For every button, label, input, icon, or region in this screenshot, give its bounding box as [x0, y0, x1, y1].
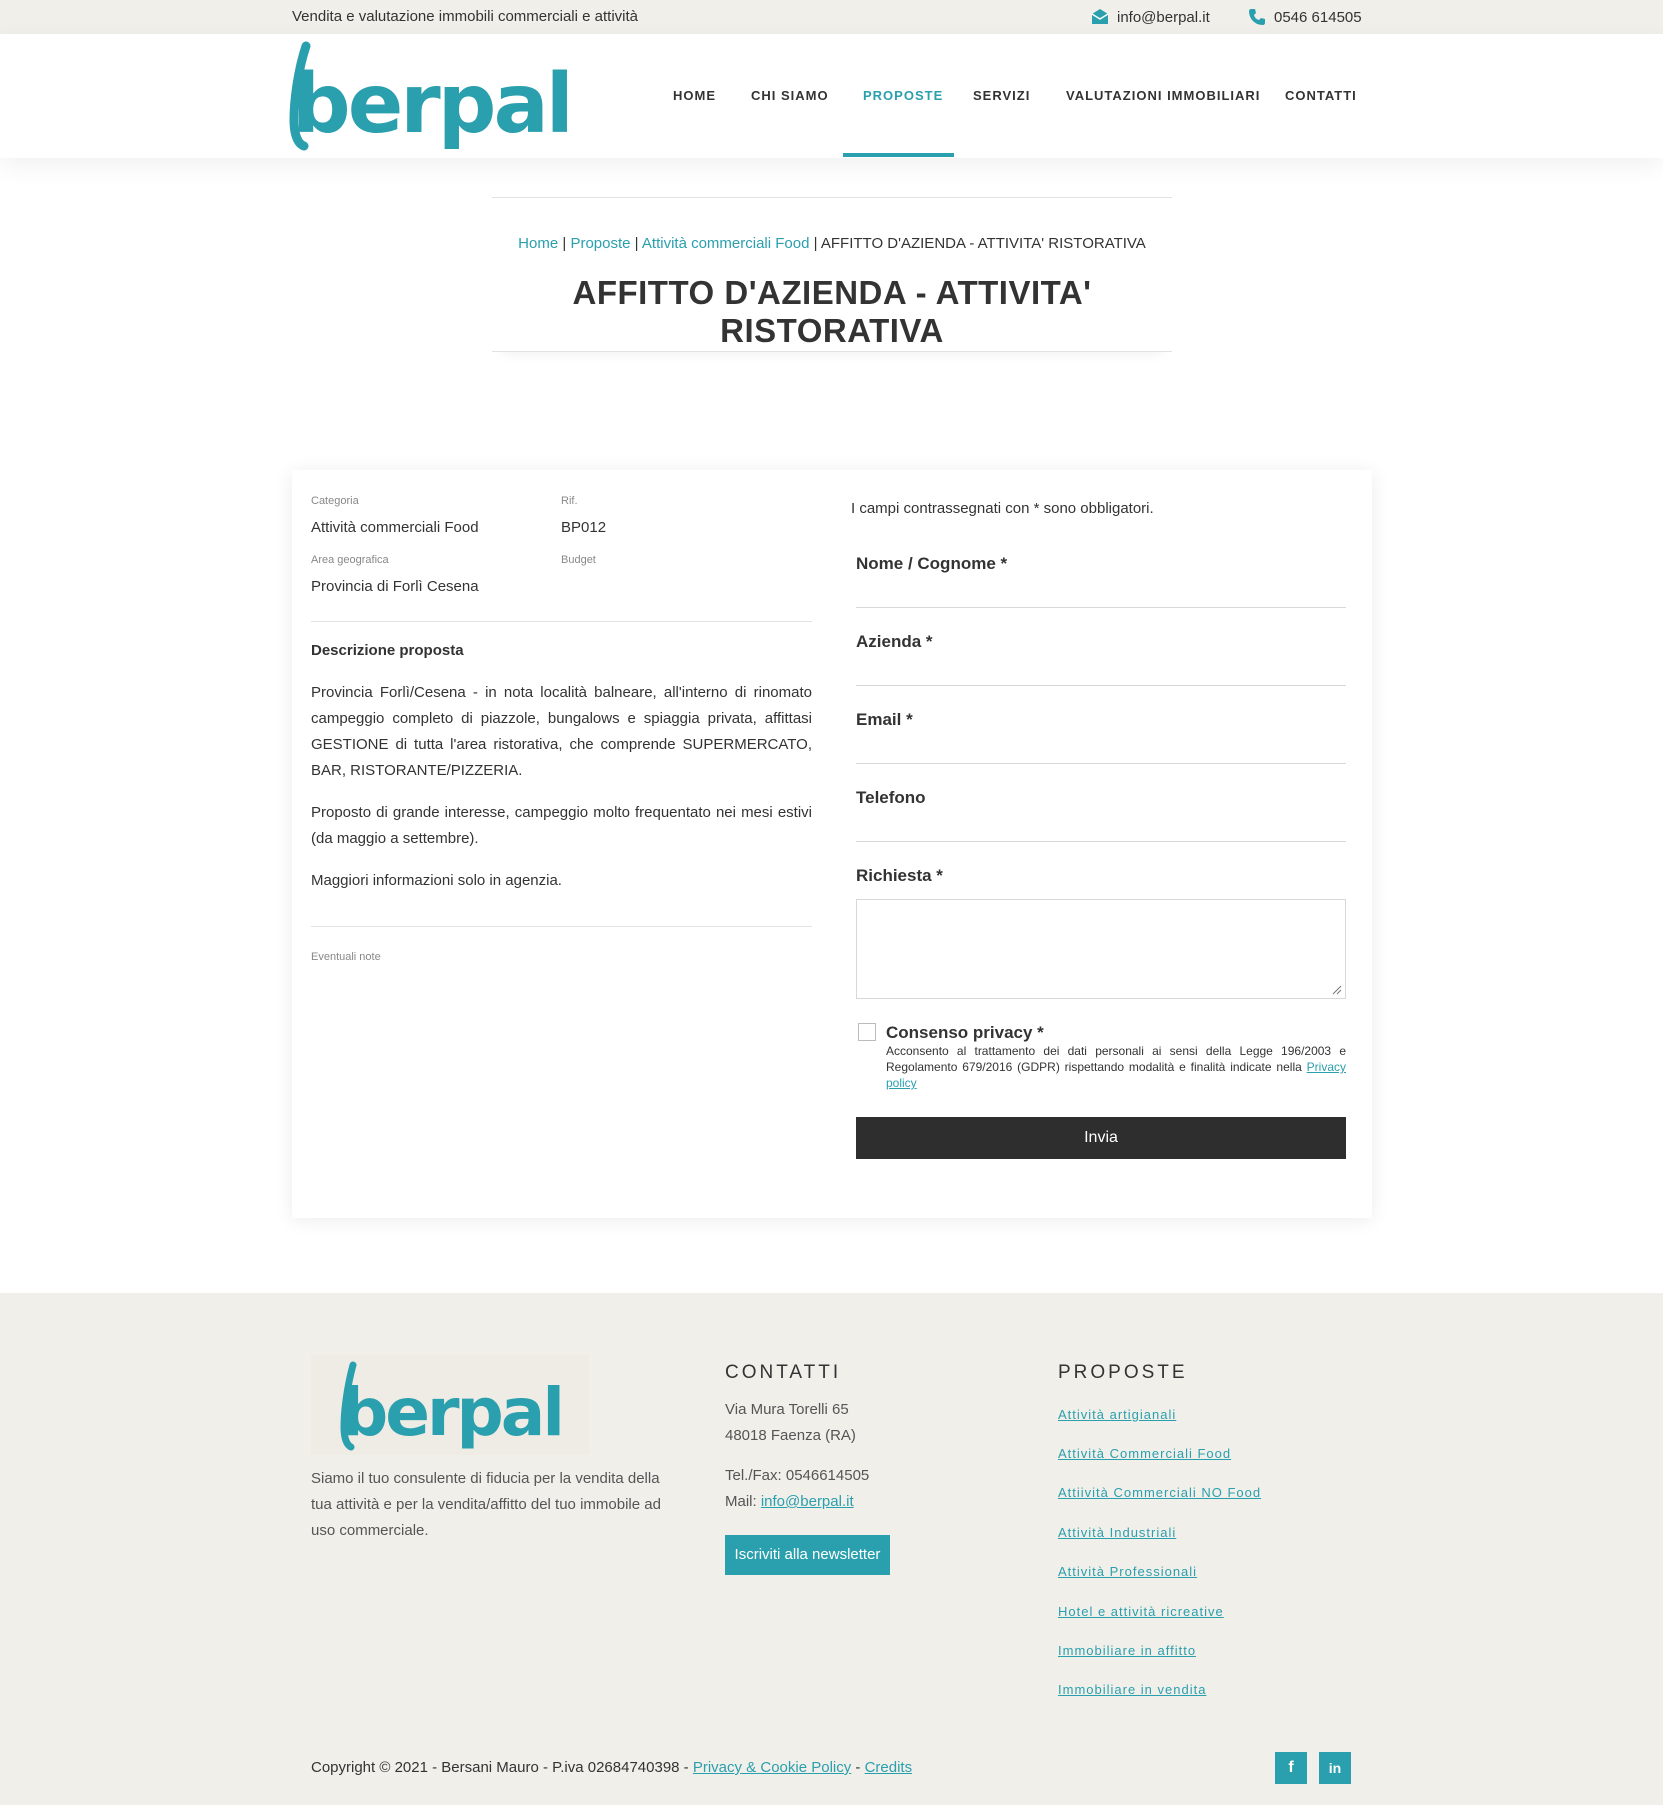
azienda-field-label: Azienda *	[856, 632, 933, 651]
name-field-label: Nome / Cognome *	[856, 554, 1008, 573]
topbar-phone: 0546 614505	[1274, 8, 1362, 26]
footer-tel: Tel./Fax: 0546614505	[725, 1467, 870, 1484]
proposal-link[interactable]: Hotel e attività ricreative	[1058, 1604, 1224, 1619]
nav-valutazioni-immobiliari[interactable]: VALUTAZIONI IMMOBILIARI	[1066, 88, 1261, 103]
breadcrumb-separator: |	[562, 235, 567, 252]
nav-proposte[interactable]: PROPOSTE	[863, 88, 944, 103]
footer-about: Siamo il tuo consulente di fiducia per la vendita della tua attività e per la vendita/affitto del tuo immobile ad uso commerciale.	[311, 1470, 661, 1539]
nav-servizi[interactable]: SERVIZI	[973, 88, 1031, 103]
azienda-field[interactable]	[856, 685, 1346, 686]
copyright	[311, 1759, 912, 1776]
form-intro: I campi contrassegnati con * sono obbligatori.	[851, 500, 1154, 517]
description-paragraph: Provincia Forlì/Cesena - in nota località balneare, all'interno di rinomato campeggio completo di piazzole, bungalows e spiaggia privata, affittasi GESTIONE di tutta l'area ristorativa, che comprende SUPERMERCATO, BAR, RISTORANTE/PIZZERIA.	[311, 684, 812, 779]
proposal-link[interactable]: Attiività Commerciali NO Food	[1058, 1485, 1262, 1500]
footer-logo-text: berpal	[341, 1374, 562, 1451]
newsletter-button[interactable]: Iscriviti alla newsletter	[725, 1535, 890, 1575]
rif-label: Rif.	[561, 495, 578, 507]
area-value: Provincia di Forlì Cesena	[311, 578, 479, 595]
main-nav	[0, 34, 1663, 158]
telefono-field-label: Telefono	[856, 788, 926, 807]
proposal-link[interactable]: Attività artigianali	[1058, 1407, 1177, 1422]
proposal-link[interactable]: Attività Commerciali Food	[1058, 1446, 1232, 1461]
logo-text: berpal	[292, 57, 571, 152]
page-title: AFFITTO D'AZIENDA - ATTIVITA' RISTORATIVA	[572, 274, 1092, 349]
berpal-logo	[311, 1355, 589, 1455]
topbar-phone-link[interactable]	[1248, 8, 1362, 26]
breadcrumb-current: AFFITTO D'AZIENDA - ATTIVITA' RISTORATIVA	[820, 235, 1146, 252]
nav-chi-siamo[interactable]: CHI SIAMO	[751, 88, 829, 103]
divider	[311, 926, 812, 927]
copyright-dash: -	[855, 1759, 861, 1776]
telefono-field[interactable]	[856, 841, 1346, 842]
privacy-policy-link[interactable]: Privacy policy	[886, 1060, 1346, 1090]
title-block	[492, 197, 1172, 352]
linkedin-icon[interactable]: in	[1319, 1752, 1351, 1784]
notes-label: Eventuali note	[311, 951, 381, 963]
breadcrumb-home[interactable]: Home	[518, 235, 559, 252]
footer-address-line: 48018 Faenza (RA)	[725, 1427, 856, 1444]
richiesta-textarea[interactable]	[856, 899, 1346, 999]
description-paragraph: Maggiori informazioni solo in agenzia.	[311, 872, 562, 889]
active-nav-indicator	[843, 153, 954, 157]
phone-icon	[1248, 8, 1266, 26]
resize-handle-icon[interactable]	[1330, 983, 1342, 995]
description-title: Descrizione proposta	[311, 642, 464, 659]
header	[0, 34, 1663, 158]
copyright-text: Copyright © 2021 - Bersani Mauro - P.iva 02684740398 -	[311, 1759, 689, 1776]
top-bar	[0, 0, 1663, 34]
breadcrumb-proposte[interactable]: Proposte	[570, 235, 631, 252]
email-field-label: Email *	[856, 710, 913, 729]
breadcrumb	[492, 235, 1172, 252]
name-field[interactable]	[856, 607, 1346, 608]
privacy-text	[886, 1043, 1346, 1091]
footer-mail-label: Mail:	[725, 1493, 757, 1510]
proposal-link[interactable]: Attività Professionali	[1058, 1564, 1198, 1579]
submit-button[interactable]: Invia	[856, 1117, 1346, 1159]
rif-value: BP012	[561, 519, 607, 536]
credits-link[interactable]: Credits	[864, 1759, 913, 1776]
proposal-card	[292, 470, 1372, 1218]
proposal-link[interactable]: Attività Industriali	[1058, 1525, 1177, 1540]
footer-address-line: Via Mura Torelli 65	[725, 1401, 849, 1418]
proposal-link[interactable]: Immobiliare in vendita	[1058, 1682, 1207, 1697]
proposals-title: PROPOSTE	[1058, 1362, 1188, 1383]
nav-contatti[interactable]: CONTATTI	[1285, 88, 1357, 103]
privacy-checkbox[interactable]	[858, 1023, 876, 1041]
footer-logo	[311, 1355, 589, 1455]
topbar-email-link[interactable]	[1091, 8, 1210, 26]
breadcrumb-separator: |	[634, 235, 639, 252]
footer-mail-link[interactable]: info@berpal.it	[760, 1493, 854, 1510]
categoria-value: Attività commerciali Food	[311, 519, 479, 536]
proposal-link[interactable]: Immobiliare in affitto	[1058, 1643, 1197, 1658]
envelope-icon	[1091, 8, 1109, 26]
description-paragraph: Proposto di grande interesse, campeggio molto frequentato nei mesi estivi (da maggio a settembre).	[311, 804, 812, 847]
privacy-title: Consenso privacy *	[886, 1023, 1044, 1042]
facebook-icon[interactable]: f	[1275, 1752, 1307, 1784]
tagline: Vendita e valutazione immobili commerciali e attività	[292, 8, 638, 25]
divider	[311, 621, 812, 622]
richiesta-field-label: Richiesta *	[856, 866, 943, 885]
categoria-label: Categoria	[311, 495, 359, 507]
footer-mail	[725, 1489, 854, 1515]
footer	[0, 1293, 1663, 1805]
nav-home[interactable]: HOME	[673, 88, 716, 103]
privacy-description: Acconsento al trattamento dei dati personali ai sensi della Legge 196/2003 e Regolamento 679/2016 (GDPR) rispettando modalità e finalità indicate nella	[886, 1044, 1346, 1074]
area-label: Area geografica	[311, 554, 389, 566]
email-field[interactable]	[856, 763, 1346, 764]
privacy-cookie-link[interactable]: Privacy & Cookie Policy	[692, 1759, 852, 1776]
budget-label: Budget	[561, 554, 596, 566]
topbar-email: info@berpal.it	[1117, 8, 1210, 26]
breadcrumb-category[interactable]: Attività commerciali Food	[641, 235, 810, 252]
breadcrumb-separator: |	[813, 235, 818, 252]
contacts-title: CONTATTI	[725, 1362, 842, 1383]
